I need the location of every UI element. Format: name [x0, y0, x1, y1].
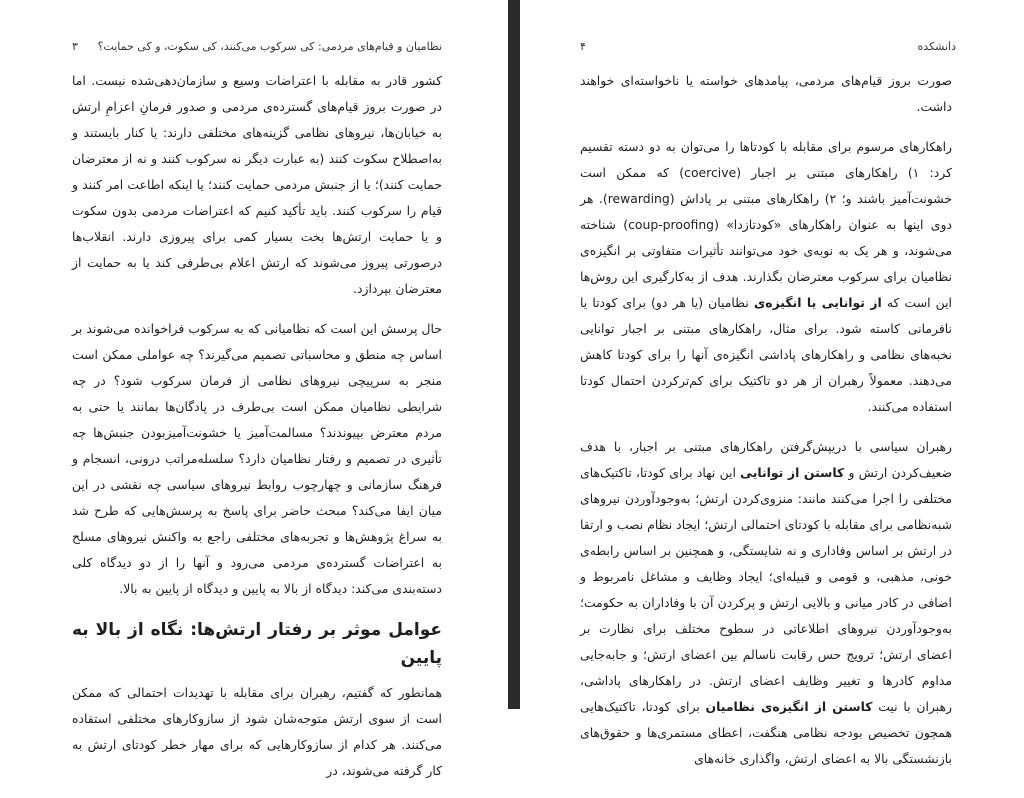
left-page-body [72, 68, 442, 798]
right-paragraph-1: صورت بروز قیام‌های مردمی، پیامدهای خواسته یا ناخواسته‌ای خواهند داشت. [580, 73, 952, 114]
right-page-number: ۴ [580, 40, 586, 53]
right-page-header [580, 40, 956, 53]
book-spine [508, 0, 520, 709]
left-paragraph-1: کشور قادر به مقابله با اعتراضات وسیع و سازمان‌دهی‌شده نیست. اما در صورت بروز قیام‌های گسترده‌ی مردمی و صدور فرمانِ اعزامِ ارتش به خیابان‌ها، نیروهای نظامی گزینه‌های مختلفی دارند: یا کنار بایستند و به‌اصطلاح سکوت کنند (به عبارت دیگر نه سرکوب کنند و نه از معترضان حمایت کنند)؛ یا از جنبش مردمی حمایت کنند؛ یا اینکه اطاعت امر کنند و قیام را سرکوب کنند. باید تأکید کنیم که اعتراضات مردمی بدون سکوت و یا حمایت ارتش‌ها بخت بسیار کمی برای پیروزی دارند. انقلاب‌ها درصورتی پیروز می‌شوند که ارتش اعلام بی‌طرفی کند یا به حمایت از معترضان بپردازد. [72, 73, 442, 296]
section-heading: عوامل موثر بر رفتار ارتش‌ها: نگاه از بالا به پایین [72, 620, 442, 668]
left-page-header [72, 40, 442, 53]
right-page-body [580, 68, 952, 786]
left-paragraph-3: همانطور که گفتیم، رهبران برای مقابله با تهدیدات احتمالی که ممکن است از سوی ارتش متوجه‌شان شود از سازوکارهای مختلفی استفاده می‌کنند. هر کدام از سازوکارهایی که برای مهار خطر کودتای ارتش به کار گرفته می‌شوند، در [72, 685, 442, 778]
text-run: راهکارهای مرسوم برای مقابله با کودتاها را می‌توان به دو دسته تقسیم کرد: ۱) راهکارهای مبتنی بر اجبار (coercive) که ممکن است خشونت‌آمیز باشند و؛ ۲) راهکارهای مبتنی بر پاداش (rewarding). هر دوی اینها به عنوان راهکارهای «کودتازدا» (coup-proofing) شناخته می‌شوند، و هر یک به نوبه‌ی خود می‌توانند تأثیرات متفاوتی بر انگیزه‌ی نظامیان برای سرکوب معترضان بگذارند. هدف از به‌کارگیری این روش‌ها این است که [580, 139, 952, 310]
right-paragraph-2 [580, 134, 952, 420]
text-run: رهبران سیاسی با دریپش‌گرفتن راهکارهای مبتنی بر اجبار، با هدف ضعیف‌کردن ارتش و [580, 439, 952, 480]
bold-run: کاستن از انگیزه‌ی نظامیان [705, 699, 873, 714]
right-page [520, 0, 1024, 766]
text-run: این نهاد برای کودتا، تاکتیک‌های مختلفی را اجرا می‌کنند مانند: منزوی‌کردن ارتش؛ به‌وجودآوردن نیروهای شبه‌نظامی برای مقابله با کودتای احتمالی ارتش؛ ایجاد نظام نصب و ارتقا در ارتش بر اساس وفاداری و نه شایستگی، و همچنین بر اساس رابطه‌ی خونی، مذهبی، و قومی و قبیله‌ای؛ ایجاد وظایف و مشاغل نامربوط و اضافی در کادر میانی و بالایی ارتش و پرکردن آن با وفاداران به حکومت؛ به‌وجودآوردن نیروهای اطلاعاتی در سطوح مختلف برای نظارت بر اعضای ارتش؛ ترویج حس رقابت ناسالم بین اعضای ارتش؛ و جابه‌جایی مداوم کادرها و تغییر وظایف اعضای ارتش. در راهکارهای پاداشی، رهبران با نیت [580, 465, 952, 714]
right-header-title: دانشکده [917, 40, 956, 53]
text-run: برای کودتا، تاکتیک‌هایی همچون تخصیص بودجه نظامی هنگفت، اعطای مستمری‌ها و حقوق‌های بازنشستگی بالا به اعضای ارتش، واگذاری خانه‌های [580, 699, 952, 766]
bold-run: از توانایی یا انگیزه‌ی [753, 295, 882, 310]
left-header-title: نظامیان و قیام‌های مردمی: کی سرکوب می‌کنند، کی سکوت، و کی حمایت؟ [97, 40, 442, 53]
bold-run: کاستن از توانایی [740, 465, 845, 480]
left-page [0, 0, 508, 778]
left-paragraph-2: حال پرسش این است که نظامیانی که به سرکوب فراخوانده می‌شوند بر اساس چه منطق و محاسباتی تصمیم می‌گیرند؟ چه عواملی ممکن است منجر به سرپیچی نیروهای نظامی از فرمان سرکوب شود؟ در چه شرایطی نظامیان ممکن است بی‌طرف در پادگان‌ها بمانند یا حتی به مردم معترض بپیوندند؟ مسالمت‌آمیز یا خشونت‌آمیزبودن جنبش‌ها چه تأثیری در تصمیم و رفتار نظامیان دارد؟ سلسله‌مراتب درونی، انسجام و فرهنگ سازمانی و چهارچوب روابط نیروهای سیاسی چه نقشی در این میان ایفا می‌کند؟ مبحث حاضر برای پاسخ به پرسش‌هایی که طرح شد به سراغ پژوهش‌ها و تجربه‌های مختلفی راجع به واکنش نیروهای مسلح به اعتراضات گسترده‌ی مردمی می‌رود و آنها را از دو دیدگاه کلی دسته‌بندی می‌کند: دیدگاه از بالا به پایین و دیدگاه از پایین به بالا. [72, 321, 442, 596]
left-page-number: ۳ [72, 40, 78, 53]
right-paragraph-3 [580, 434, 952, 772]
text-run: نظامیان (یا هر دو) برای کودتا یا نافرمانی کاسته شود. برای مثال، راهکارهای مبتنی بر اجبار توانایی نخبه‌های نظامی و راهکارهای پاداشی انگیزه‌ی آنها را برای کودتا کاهش می‌دهند. معمولاً رهبران از هر دو تاکتیک برای کم‌ترکردن احتمال کودتا استفاده می‌کنند. [580, 295, 952, 414]
